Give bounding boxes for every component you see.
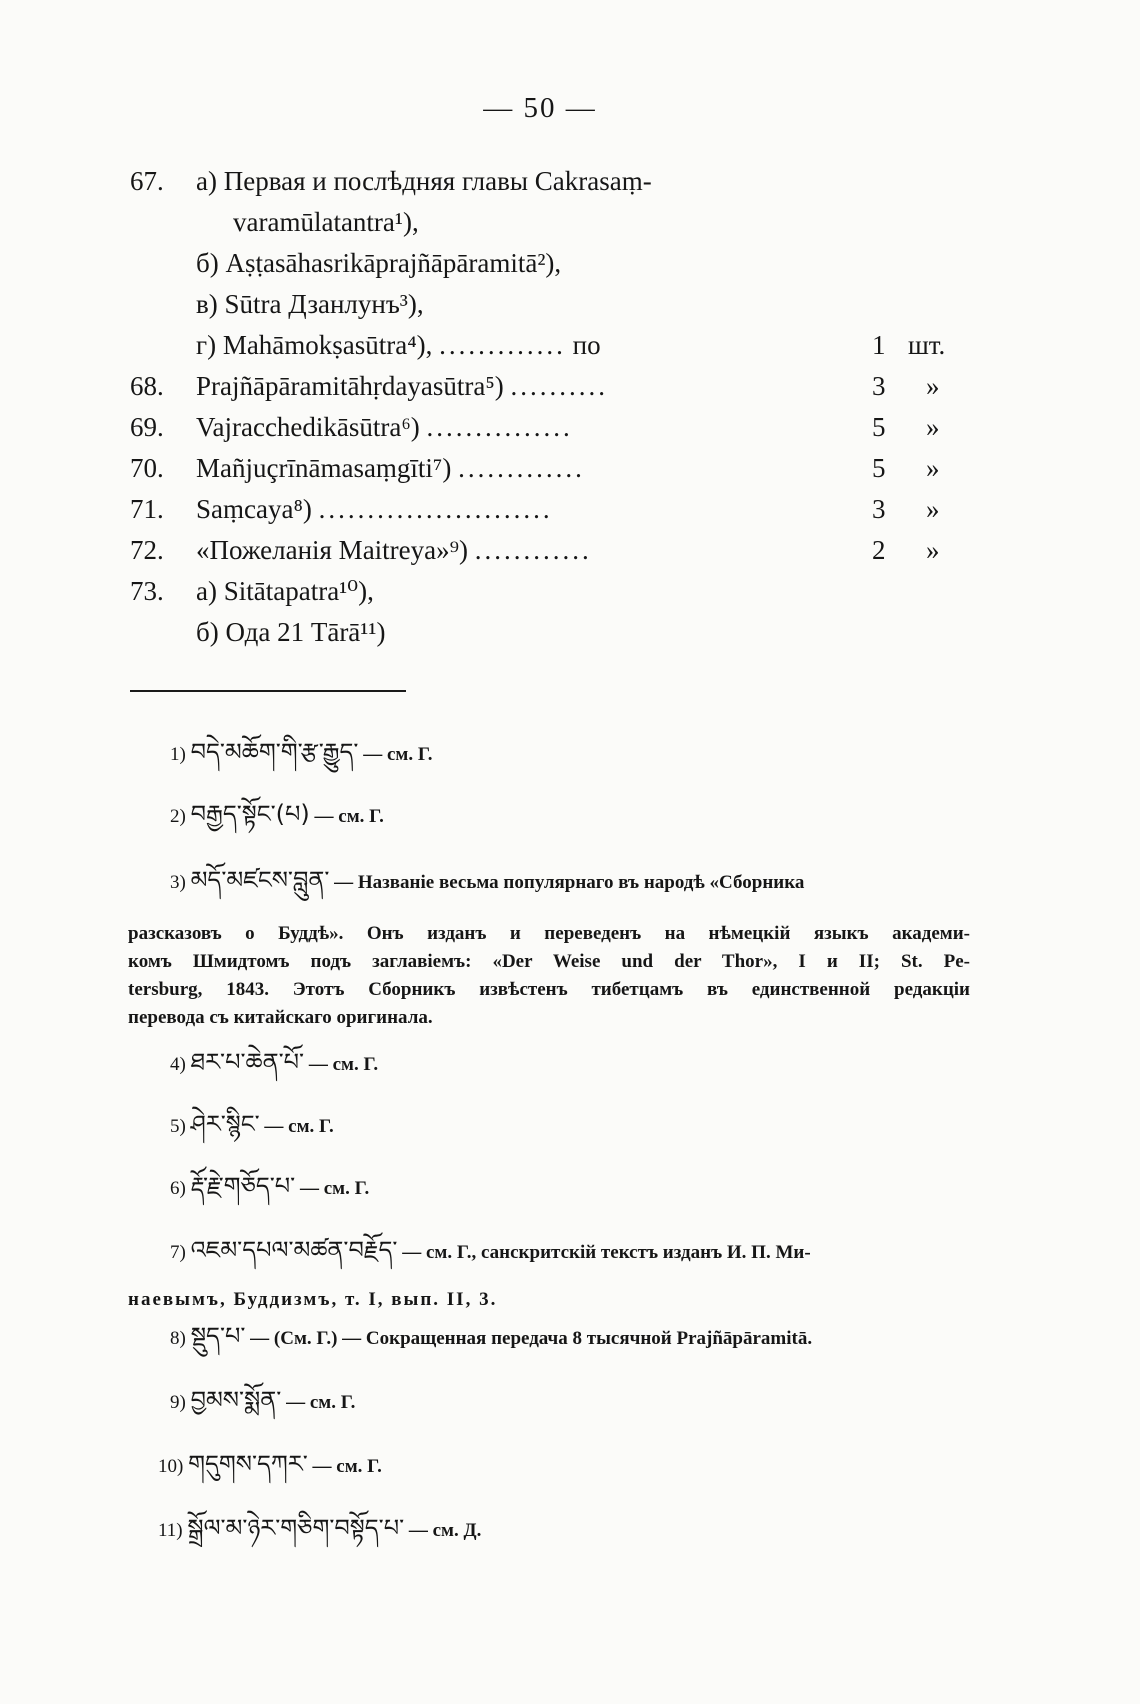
entry-67-line-3: б) Aṣṭasāhasrikāprajñāpāramitā²), <box>196 248 562 278</box>
entry-67-line-4: в) Sūtra Дзанлунъ³), <box>196 289 424 319</box>
tibetan-title: འཇམ་དཔལ་མཚན་བརྗོད་ <box>190 1236 398 1264</box>
entry-text: Vajracchedikāsūtra⁶) <box>196 412 420 442</box>
footnote-10 <box>158 1446 382 1485</box>
entry-70-quantity: 5 <box>872 453 886 483</box>
footnote-7-continuation <box>128 1286 970 1314</box>
tibetan-title: སྒྲོལ་མ་ཉེར་གཅིག་བསྟོད་པ་ <box>187 1514 405 1542</box>
entry-text: а) Первая и послѣдняя главы Cakrasaṃ- <box>196 166 652 196</box>
entry-68-unit: » <box>926 371 940 401</box>
footnote-5 <box>170 1106 334 1145</box>
tibetan-title: ཐར་པ་ཆེན་པོ་ <box>190 1048 305 1076</box>
footnote-7 <box>170 1232 811 1271</box>
footnote-text: — Названіе весьма популярнаго въ народѣ «Сборника <box>334 872 805 893</box>
entry-71 <box>130 490 553 528</box>
entry-69-quantity: 5 <box>872 412 886 442</box>
footnote-9 <box>170 1382 355 1421</box>
entry-73-line-2: б) Ода 21 Tārā¹¹) <box>196 617 386 647</box>
entry-67-quantity: 1 <box>872 330 886 360</box>
footnote-3 <box>170 862 804 901</box>
footnote-text: — см. Г. <box>312 1456 382 1477</box>
entry-text: Saṃcaya⁸) <box>196 494 312 524</box>
entry-text: а) Sitātapatra¹⁰), <box>196 576 374 606</box>
dot-leader: ............ <box>474 535 592 565</box>
footnote-mark: 6) <box>170 1178 186 1199</box>
entry-67-line-2: varamūlatantra¹), <box>233 207 419 237</box>
entry-73-line-1 <box>130 572 374 610</box>
page-number: — 50 — <box>483 92 597 124</box>
entry-text: г) Mahāmokṣasūtra⁴), <box>196 330 433 360</box>
footnote-text: — см. Г. <box>308 1054 379 1075</box>
entry-text: Mañjuçrīnāmasaṃgīti⁷) <box>196 453 452 483</box>
dot-leader: ............. <box>439 330 566 360</box>
entry-suffix: по <box>572 330 601 360</box>
footnote-text: — см. Г. <box>363 744 433 765</box>
entry-67-line-5 <box>196 326 601 364</box>
tibetan-title: སྡུད་པ་ <box>190 1322 246 1350</box>
footnote-3-continuation <box>128 920 970 1032</box>
entry-number: 67. <box>130 166 164 196</box>
entry-68-quantity: 3 <box>872 371 886 401</box>
footnote-divider <box>130 690 406 692</box>
entry-number: 70. <box>130 453 164 483</box>
footnote-line: разсказовъ о Буддѣ». Онъ изданъ и переведенъ на нѣмецкій языкъ академи- <box>128 923 970 944</box>
footnote-mark: 4) <box>170 1054 186 1075</box>
footnote-mark: 11) <box>158 1520 183 1541</box>
entry-67-unit: шт. <box>908 330 946 360</box>
footnote-mark: 8) <box>170 1328 186 1349</box>
footnote-8 <box>170 1318 812 1357</box>
dot-leader: .......... <box>510 371 609 401</box>
entry-number: 71. <box>130 494 164 524</box>
dot-leader: ............... <box>426 412 573 442</box>
footnote-mark: 5) <box>170 1116 186 1137</box>
entry-70 <box>130 449 585 487</box>
footnote-text: — см. Г. <box>264 1116 334 1137</box>
entry-70-unit: » <box>926 453 940 483</box>
entry-72 <box>130 531 592 569</box>
footnote-text: — см. Д. <box>408 1520 482 1541</box>
footnote-1 <box>170 734 433 773</box>
footnote-text: — см. Г., санскритскій текстъ изданъ И. П. Ми- <box>402 1242 811 1263</box>
footnote-line: комъ Шмидтомъ подъ заглавіемъ: «Der Weise und der Thor», I и II; St. Pe- <box>128 951 970 972</box>
footnote-4 <box>170 1044 378 1083</box>
entry-67-line-1 <box>130 162 652 200</box>
entry-71-quantity: 3 <box>872 494 886 524</box>
footnote-line: tersburg, 1843. Этотъ Сборникъ извѣстенъ тибетцамъ въ единственной редакціи <box>128 979 970 1000</box>
entry-71-unit: » <box>926 494 940 524</box>
tibetan-title: བྱམས་སྨོན་ <box>190 1386 282 1414</box>
entry-72-quantity: 2 <box>872 535 886 565</box>
footnote-mark: 3) <box>170 872 186 893</box>
entry-number: 68. <box>130 371 164 401</box>
footnote-mark: 7) <box>170 1242 186 1263</box>
tibetan-title: མདོ་མཛངས་བླུན་ <box>190 866 330 894</box>
entry-number: 72. <box>130 535 164 565</box>
entry-72-unit: » <box>926 535 940 565</box>
footnote-mark: 1) <box>170 744 186 765</box>
entry-number: 69. <box>130 412 164 442</box>
entry-69 <box>130 408 573 446</box>
entry-text: Prajñāpāramitāhṛdayasūtra⁵) <box>196 371 504 401</box>
footnote-text: — см. Г. <box>314 806 384 827</box>
tibetan-title: བརྒྱད་སྟོང་(པ) <box>190 800 310 828</box>
dot-leader: ............. <box>458 453 585 483</box>
footnote-mark: 9) <box>170 1392 186 1413</box>
footnote-6 <box>170 1168 369 1207</box>
footnote-text: — (См. Г.) — Сокращенная передача 8 тысячной Prajñāpāramitā. <box>250 1328 813 1349</box>
entry-text: «Пожеланія Maitreya»⁹) <box>196 535 469 565</box>
footnote-2 <box>170 796 384 835</box>
dot-leader: ........................ <box>318 494 553 524</box>
tibetan-title: གདུགས་དཀར་ <box>188 1450 308 1478</box>
footnote-mark: 10) <box>158 1456 184 1477</box>
tibetan-title: བདེ་མཆོག་གི་རྩ་རྒྱུད་ <box>190 738 359 766</box>
tibetan-title: རྡོ་རྗེ་གཅོད་པ་ <box>190 1172 296 1200</box>
footnote-line: перевода съ китайскаго оригинала. <box>128 1007 433 1028</box>
footnote-mark: 2) <box>170 806 186 827</box>
entry-number: 73. <box>130 576 164 606</box>
tibetan-title: ཤེར་སྙིང་ <box>190 1110 260 1138</box>
footnote-text: — см. Г. <box>299 1178 370 1199</box>
entry-69-unit: » <box>926 412 940 442</box>
footnote-11 <box>158 1510 481 1549</box>
footnote-text: — см. Г. <box>286 1392 356 1413</box>
entry-68 <box>130 367 608 405</box>
footnote-line: наевымъ, Буддизмъ, т. I, вып. II, 3. <box>128 1289 498 1310</box>
